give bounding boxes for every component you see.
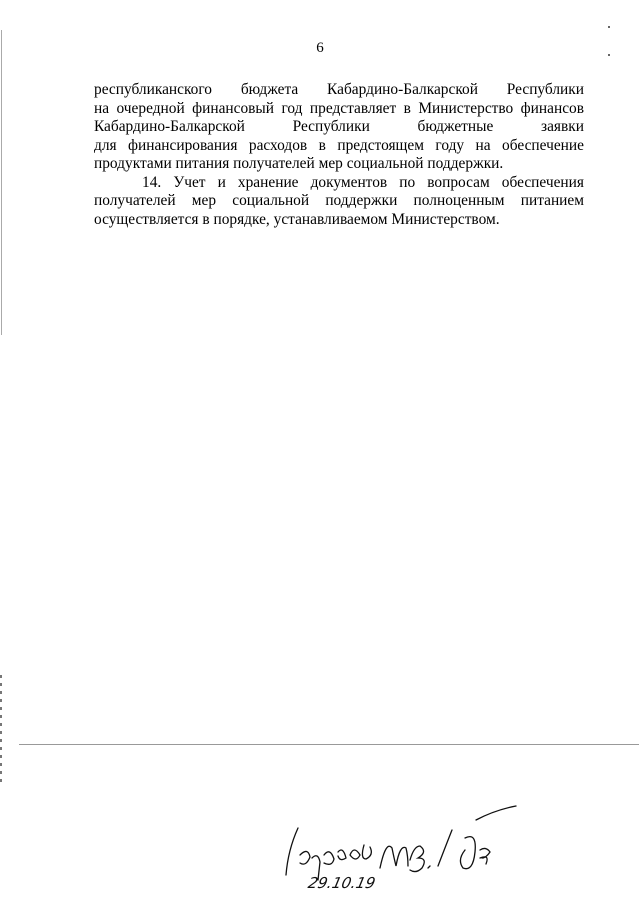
document-body bbox=[94, 81, 584, 229]
signature-scribble-icon bbox=[280, 800, 520, 895]
text-line: на очередной финансовый год представляет в Министерство финансов bbox=[94, 99, 584, 117]
page-number: 6 bbox=[316, 40, 324, 56]
horizontal-rule bbox=[19, 744, 639, 745]
text-line: осуществляется в порядке, устанавливаемом Министерством. bbox=[94, 210, 500, 228]
text-line: Кабардино-Балкарской Республики бюджетные заявки bbox=[94, 118, 584, 135]
svg-text:29.10.19: 29.10.19 bbox=[306, 874, 377, 892]
text-line: получателей мер социальной поддержки полноценным питанием bbox=[94, 192, 584, 209]
scan-speck bbox=[608, 26, 610, 28]
scan-left-marks bbox=[0, 675, 2, 785]
text-line: продуктами питания получателей мер социальной поддержки. bbox=[94, 155, 504, 172]
text-line: для финансирования расходов в предстоящем году на обеспечение bbox=[94, 136, 584, 154]
handwritten-signature bbox=[280, 800, 520, 895]
paragraph-14-start: 14. Учет и хранение документов по вопросам обеспечения bbox=[142, 173, 584, 191]
scan-left-border bbox=[1, 30, 2, 335]
text-line: республиканского бюджета Кабардино-Балкарской Республики bbox=[94, 81, 584, 98]
